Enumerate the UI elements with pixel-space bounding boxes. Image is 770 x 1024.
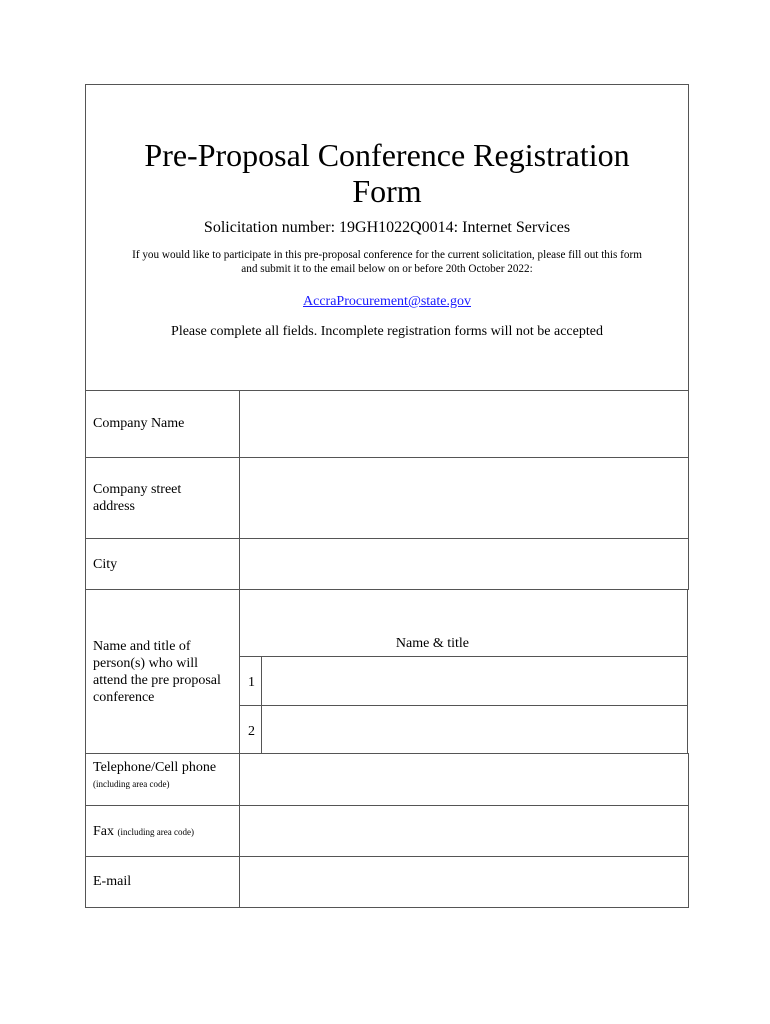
- attendee-2-input[interactable]: [262, 706, 687, 753]
- telephone-note: (including area code): [93, 779, 170, 789]
- email-field[interactable]: [239, 856, 689, 908]
- instructions-line1: If you would like to participate in this pre-proposal conference for the current solicitation, please fill out this form: [132, 249, 642, 261]
- attendee-1-field[interactable]: [261, 656, 688, 706]
- attendee-2-number-cell: [239, 705, 262, 754]
- company-street-label-line1: Company street: [93, 482, 182, 497]
- fax-label: [93, 823, 194, 841]
- attendee-2-number: 2: [248, 724, 255, 739]
- attendee-1-input[interactable]: [262, 657, 687, 705]
- city-field[interactable]: [239, 538, 689, 590]
- procurement-email-link[interactable]: AccraProcurement@state.gov: [303, 294, 471, 309]
- solicitation-number: Solicitation number: 19GH1022Q0014: Internet Services: [203, 219, 571, 236]
- email-label: E-mail: [93, 874, 132, 889]
- company-street-input[interactable]: [240, 458, 688, 538]
- fax-label-cell: [85, 805, 240, 857]
- fax-label-text: Fax: [93, 824, 114, 839]
- email-label-cell: [85, 856, 240, 908]
- attendees-label-line1: Name and title of: [93, 639, 191, 654]
- form-title-line1: Pre-Proposal Conference Registration: [144, 137, 630, 173]
- company-street-label-line2: address: [93, 499, 135, 514]
- email-input[interactable]: [240, 857, 688, 907]
- telephone-label: Telephone/Cell phone: [93, 760, 217, 775]
- company-name-input[interactable]: [240, 391, 688, 457]
- city-input[interactable]: [240, 539, 688, 589]
- form-title: [86, 137, 688, 209]
- telephone-input[interactable]: [240, 754, 688, 805]
- instructions-line2: and submit it to the email below on or before 20th October 2022:: [241, 263, 533, 275]
- fax-note: (including area code): [117, 827, 194, 837]
- company-name-label: Company Name: [93, 416, 185, 431]
- company-name-field[interactable]: [239, 390, 689, 458]
- form-title-line2: Form: [352, 173, 422, 209]
- company-name-label-cell: [85, 390, 240, 458]
- completion-notice: Please complete all fields. Incomplete registration forms will not be accepted: [171, 324, 603, 339]
- company-street-label-cell: [85, 457, 240, 539]
- city-label-cell: [85, 538, 240, 590]
- city-label: City: [93, 557, 118, 572]
- attendee-1-number: 1: [248, 675, 255, 690]
- instructions: [90, 248, 684, 276]
- attendees-header-cell: [239, 589, 688, 657]
- telephone-label-cell: [85, 753, 240, 806]
- company-street-field[interactable]: [239, 457, 689, 539]
- attendee-2-field[interactable]: [261, 705, 688, 754]
- fax-field[interactable]: [239, 805, 689, 857]
- attendees-label-cell: [85, 589, 240, 754]
- company-street-label: [93, 481, 181, 515]
- telephone-field[interactable]: [239, 753, 689, 806]
- fax-input[interactable]: [240, 806, 688, 856]
- attendee-1-number-cell: [239, 656, 262, 706]
- attendees-label-line3: attend the pre proposal: [93, 673, 221, 688]
- attendees-label-line4: conference: [93, 690, 155, 705]
- attendees-label: [93, 638, 239, 706]
- attendees-label-line2: person(s) who will: [93, 656, 198, 671]
- attendees-header: Name & title: [395, 636, 469, 651]
- form-header: [85, 84, 689, 391]
